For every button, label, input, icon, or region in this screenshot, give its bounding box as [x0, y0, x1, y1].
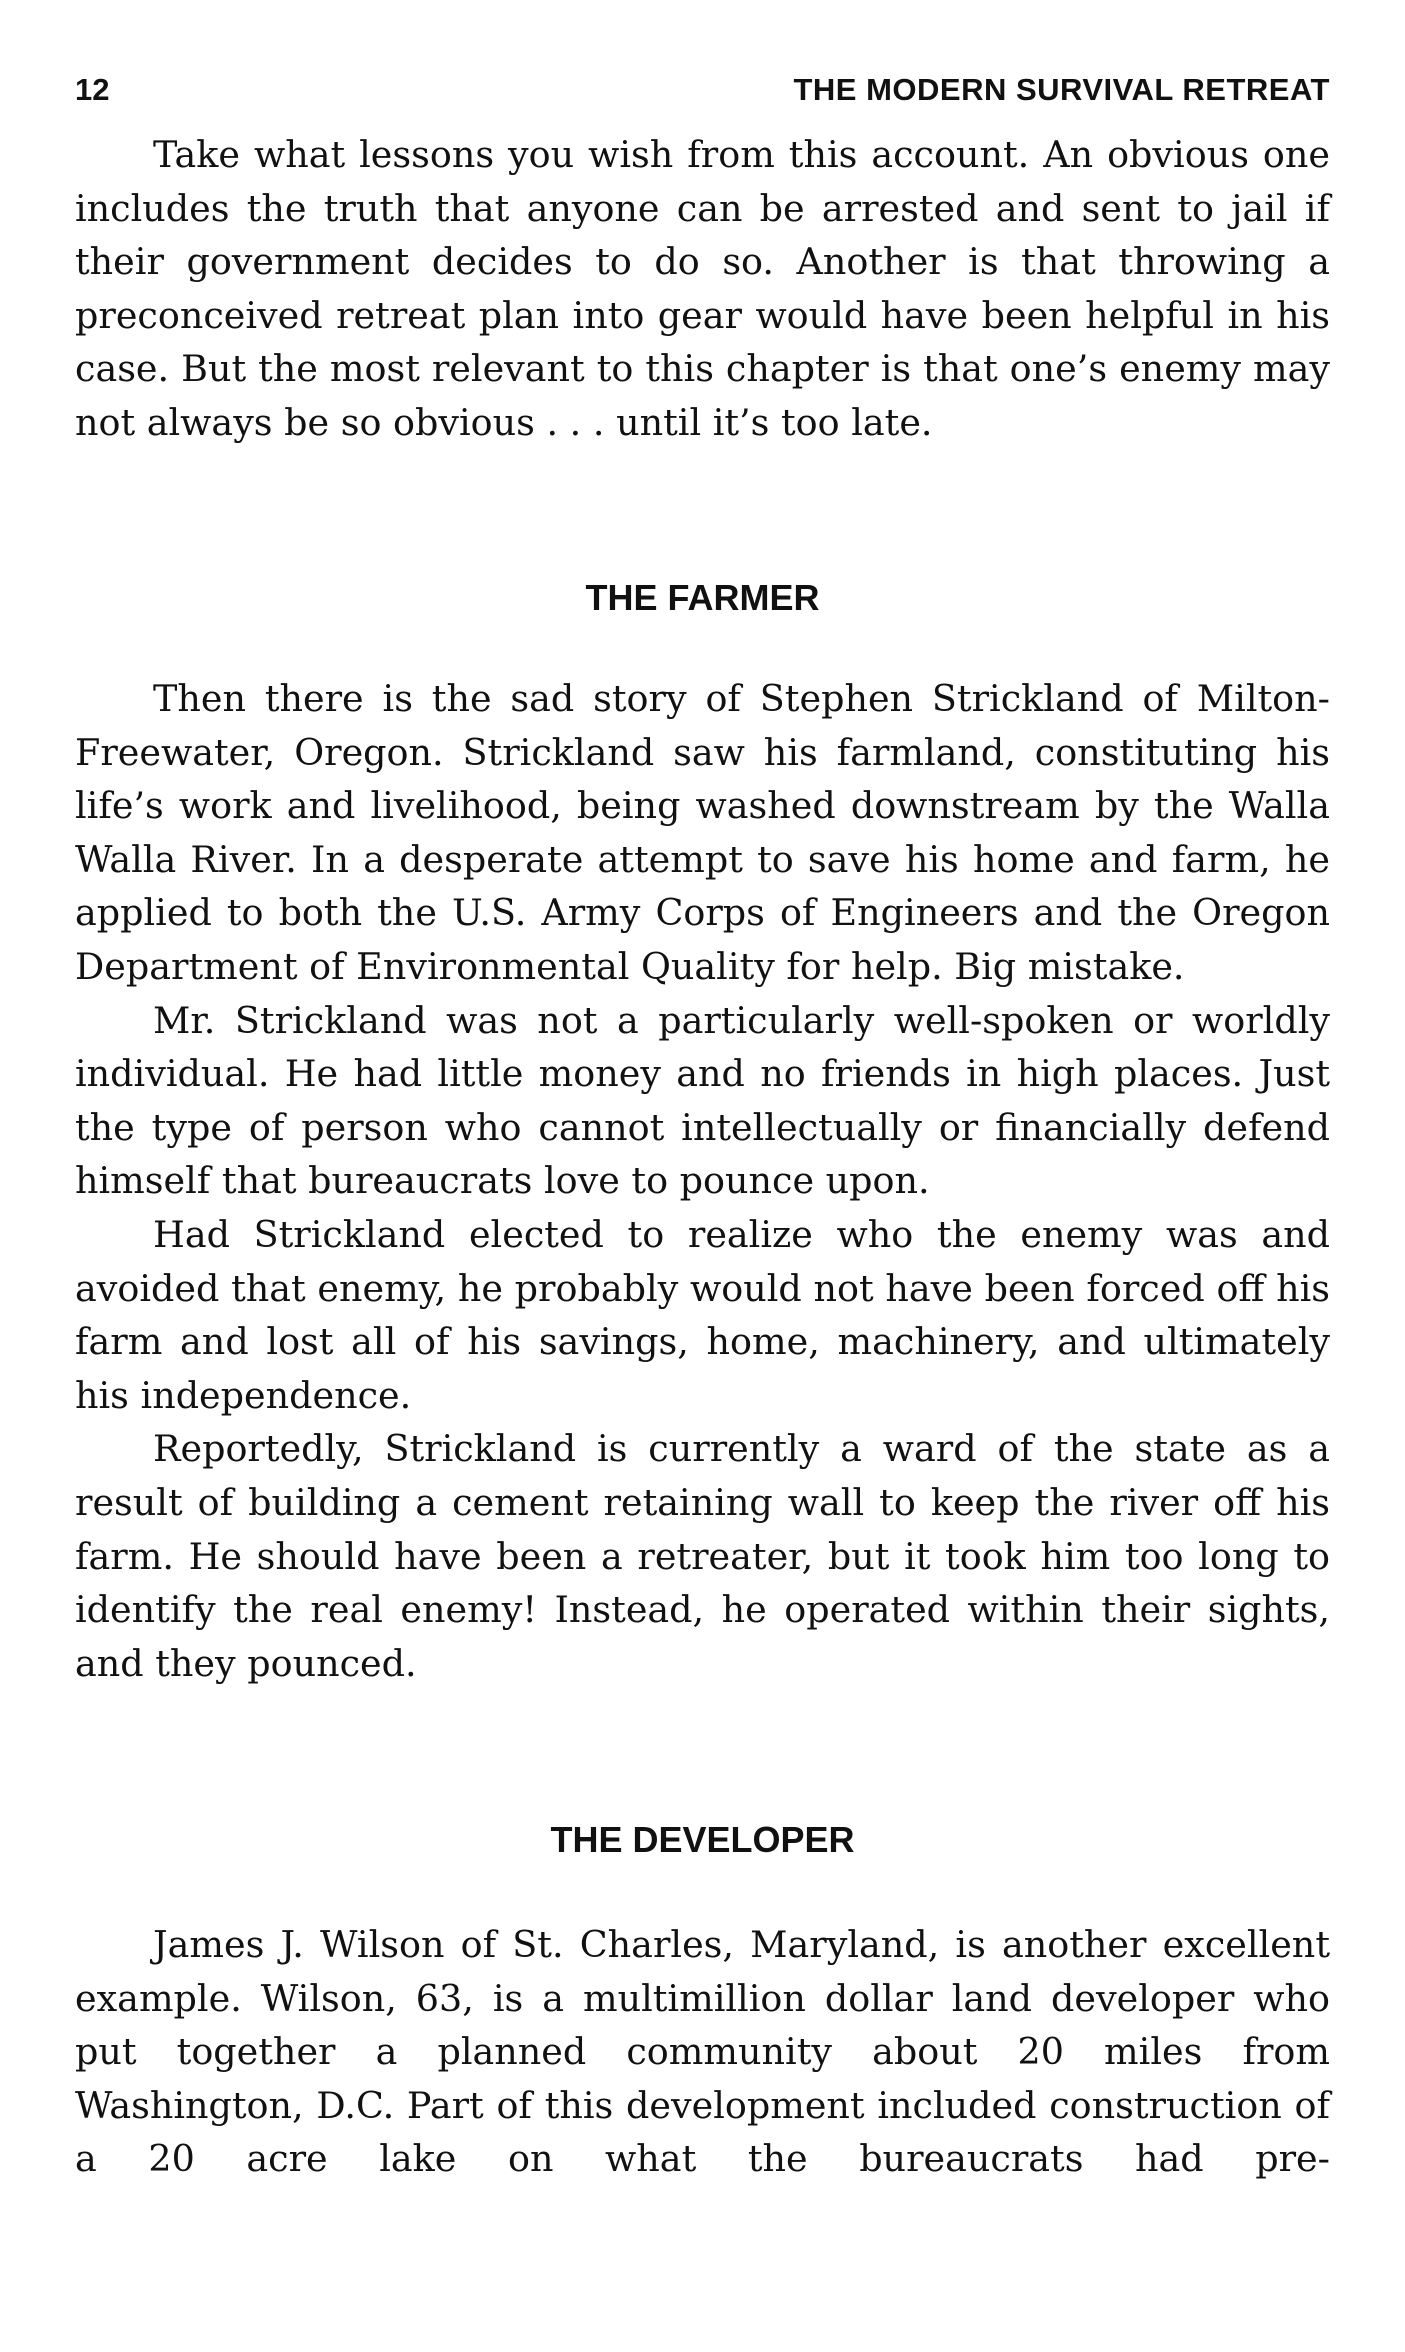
- running-title: THE MODERN SURVIVAL RETREAT: [793, 72, 1330, 107]
- page-header: [75, 70, 1330, 110]
- page-number: 12: [75, 72, 110, 107]
- body-paragraph: Mr. Strickland was not a particularly well-spoken or worldly individual. He had little money and no friends in high places. Just the type of person who cannot intellectually or financially defend himself that bureaucrats love to pounce upon.: [75, 998, 1330, 1203]
- intro-section: [75, 128, 1330, 450]
- farmer-section: [75, 672, 1330, 1690]
- body-paragraph: Take what lessons you wish from this account. An obvious one includes the truth that anyone can be arrested and sent to jail if their government decides to do so. Another is that throwing a preconceived retreat plan into gear would have been helpful in his case. But the most relevant to this chapter is that one’s enemy may not always be so obvious . . . until it’s too late.: [75, 133, 1330, 444]
- body-paragraph: Had Strickland elected to realize who the enemy was and avoided that enemy, he probably would not have been forced off his farm and lost all of his savings, home, machinery, and ultimately his independence.: [75, 1212, 1330, 1417]
- section-heading-farmer: THE FARMER: [585, 577, 820, 618]
- body-paragraph: James J. Wilson of St. Charles, Maryland, is another excellent example. Wilson, 63, is a multimillion dollar land developer who put together a planned community about 20 miles from Washington, D.C. Part of this development included construction of a 20 acre lake on what the bureaucrats had pre-: [75, 1923, 1330, 2181]
- body-paragraph: Reportedly, Strickland is currently a ward of the state as a result of building a cement retaining wall to keep the river off his farm. He should have been a retreater, but it took him too long to identify the real enemy! Instead, he operated within their sights, and they pounced.: [75, 1427, 1330, 1685]
- developer-section: [75, 1918, 1330, 2186]
- section-heading-developer: THE DEVELOPER: [550, 1819, 855, 1860]
- body-paragraph: Then there is the sad story of Stephen Strickland of Milton-Freewater, Oregon. Strickland saw his farmland, constituting his life’s work and livelihood, being washed downstream by the Walla Walla River. In a desperate attempt to save his home and farm, he applied to both the U.S. Army Corps of Engineers and the Oregon Department of Environmental Quality for help. Big mistake.: [75, 677, 1330, 988]
